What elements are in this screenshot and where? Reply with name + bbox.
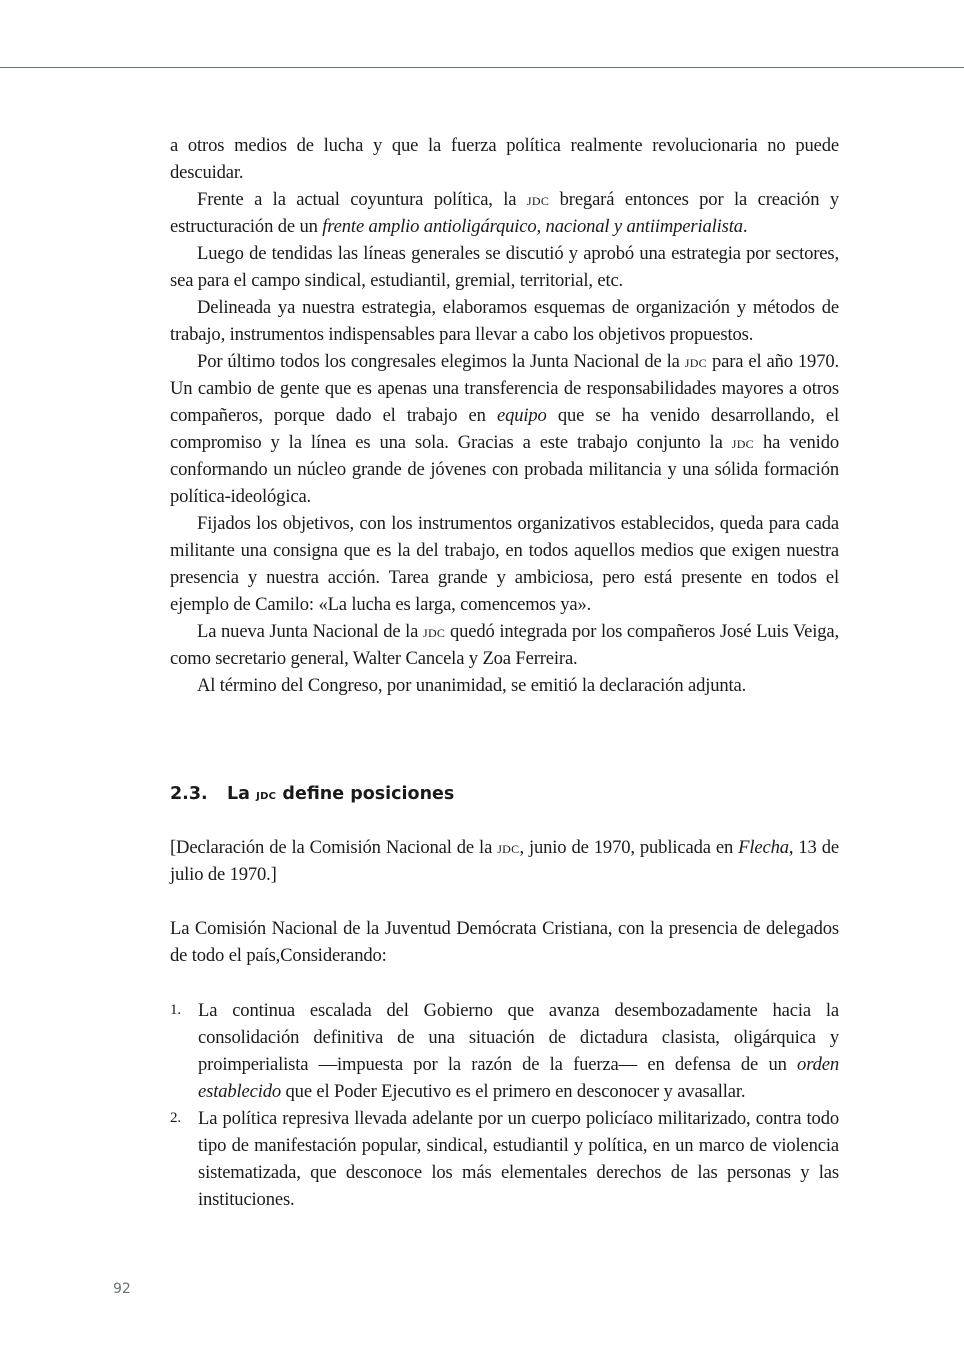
- section-heading: [170, 781, 454, 807]
- header-rule: [0, 67, 964, 68]
- section-title: [227, 781, 454, 807]
- paragraph-text: Fijados los objetivos, con los instrumentos organizativos establecidos, queda para cada militante una consigna que es la del trabajo, en todos aquellos medios que exigen nuestra presencia y nuestra acción. Tarea grande y ambiciosa, pero está presente en todos el ejemplo de Camilo: «La lucha es larga, comencemos ya».: [170, 513, 839, 615]
- paragraph-text: Luego de tendidas las líneas generales se discutió y aprobó una estrategia por sectores, sea para el campo sindical, estudiantil, gremial, territorial, etc.: [170, 243, 839, 291]
- paragraph-continuation: [170, 132, 839, 186]
- italic-phrase: equipo: [496, 405, 547, 426]
- acronym-jdc: jdc: [423, 621, 446, 641]
- paragraph-text: a otros medios de lucha y que la fuerza política realmente revolucionaria no puede descuidar.: [170, 135, 839, 183]
- paragraph-text: , 13 de julio de 1970.]: [170, 837, 839, 885]
- paragraph-text: Por último todos los congresales elegimos la Junta Nacional de la: [197, 351, 685, 372]
- paragraph-text: , junio de 1970, publicada en: [519, 837, 739, 858]
- acronym-jdc: jdc: [526, 189, 550, 209]
- intro-paragraph: [170, 915, 839, 969]
- section-number: 2.3.: [170, 784, 208, 804]
- paragraph-text: ha venido conformando un núcleo grande de jóvenes con probada militancia y una sólida formación política-ideológica.: [170, 432, 839, 507]
- acronym-jdc: jdc: [731, 432, 754, 452]
- italic-phrase: orden establecido: [198, 1054, 839, 1102]
- paragraph-text: Frente a la actual coyuntura política, la: [197, 189, 527, 210]
- paragraph-text: que se ha venido desarrollando, el compromiso y la línea es una sola. Gracias a este trabajo conjunto la: [170, 405, 839, 453]
- paragraph-text: que el Poder Ejecutivo es el primero en desconocer y avasallar.: [281, 1081, 746, 1102]
- paragraph-integrantes: [170, 618, 839, 672]
- paragraph-text: Al término del Congreso, por unanimidad, se emitió la declaración adjunta.: [197, 675, 747, 696]
- acronym-jdc: jdc: [684, 351, 707, 371]
- list-item: [170, 997, 839, 1105]
- paragraph-estrategia: [170, 240, 839, 294]
- page-number: 92: [113, 1281, 131, 1297]
- paragraph-text: bregará entonces por la creación y estructuración de un: [170, 189, 839, 237]
- considerandos-list: [170, 997, 839, 1213]
- acronym-jdc: jdc: [256, 785, 277, 803]
- source-note-paragraph: [170, 834, 839, 888]
- paragraph-declaracion: [170, 672, 839, 699]
- publication-title: Flecha: [738, 837, 789, 858]
- paragraph-text: La Comisión Nacional de la Juventud Demócrata Cristiana, con la presencia de delegados de todo el país,Considerando:: [170, 918, 839, 966]
- body-text-top: [170, 132, 839, 699]
- list-marker: 1.: [170, 1002, 181, 1018]
- paragraph-text: para el año 1970. Un cambio de gente que es apenas una transferencia de responsabilidades mayores a otros compañeros, porque dado el trabajo en: [170, 351, 839, 426]
- paragraph-text: La nueva Junta Nacional de la: [197, 621, 423, 642]
- paragraph-junta-nacional: [170, 348, 839, 510]
- paragraph-frente-amplio: [170, 186, 839, 240]
- paragraph-text: .: [742, 216, 748, 237]
- section-title-text: define posiciones: [276, 784, 455, 804]
- declaration-intro: [170, 915, 839, 969]
- paragraph-objetivos: [170, 510, 839, 618]
- list-marker: 2.: [170, 1110, 181, 1126]
- section-title-text: La: [227, 784, 257, 804]
- list-item-text: La política represiva llevada adelante por un cuerpo policíaco militarizado, contra todo tipo de manifestación popular, sindical, estudiantil y política, en un marco de violencia sistematizada, que desconoce los más elementales derechos de las personas y las instituciones.: [198, 1108, 839, 1210]
- paragraph-text: La continua escalada del Gobierno que avanza desembozadamente hacia la consolidación definitiva de una situación de dictadura clasista, oligárquica y proimperialista —impuesta por la razón de la fuerza— en defensa de un: [198, 1000, 839, 1075]
- paragraph-text: [Declaración de la Comisión Nacional de la: [170, 837, 498, 858]
- italic-phrase: frente amplio antioligárquico, nacional y antiimperialista: [322, 216, 743, 237]
- paragraph-text: Delineada ya nuestra estrategia, elaboramos esquemas de organización y métodos de trabajo, instrumentos indispensables para llevar a cabo los objetivos propuestos.: [170, 297, 839, 345]
- source-note: [170, 834, 839, 888]
- list-item: [170, 1105, 839, 1213]
- acronym-jdc: jdc: [497, 837, 520, 857]
- paragraph-text: quedó integrada por los compañeros José Luis Veiga, como secretario general, Walter Cancela y Zoa Ferreira.: [170, 621, 839, 669]
- list-item-text: [198, 997, 839, 1105]
- paragraph-organizacion: [170, 294, 839, 348]
